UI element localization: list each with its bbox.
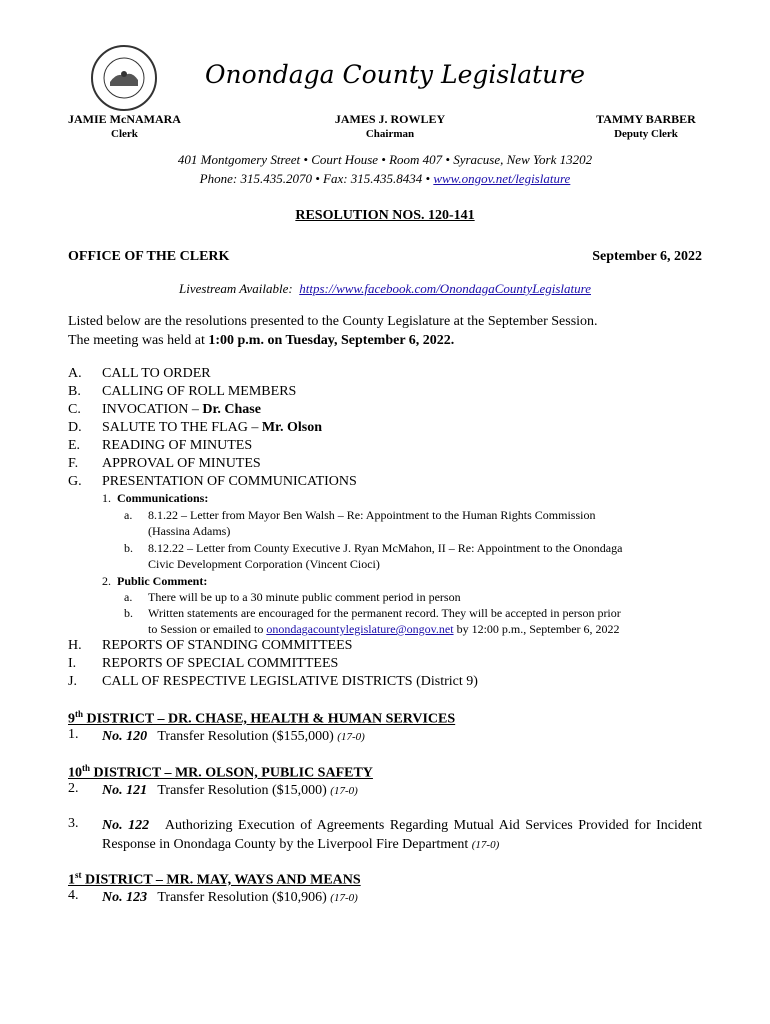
- contact-line: Phone: 315.435.2070 • Fax: 315.435.8434 • www.ongov.net/legislature: [199, 171, 571, 186]
- email-link[interactable]: onondagacountylegislature@ongov.net: [266, 622, 454, 636]
- officer-deputy-clerk: TAMMY BARBER Deputy Clerk: [596, 112, 696, 140]
- communications-heading: 1. Communications:: [102, 491, 209, 505]
- website-link[interactable]: www.ongov.net/legislature: [433, 171, 571, 186]
- org-title: Onondaga County Legislature: [204, 60, 586, 89]
- district-heading: 1st DISTRICT – MR. MAY, WAYS AND MEANS: [68, 870, 361, 888]
- communication-a-cont: (Hassina Adams): [148, 524, 231, 538]
- officer-chairman: JAMES J. ROWLEY Chairman: [334, 112, 446, 140]
- office-label: OFFICE OF THE CLERK: [68, 249, 230, 264]
- officer-clerk: JAMIE McNAMARA Clerk: [68, 112, 181, 140]
- intro-paragraph: Listed below are the resolutions presented to the County Legislature at the September Session. The meeting was held at 1:00 p.m. on Tuesday, September 6, 2022.: [68, 314, 598, 348]
- communication-b-cont: Civic Development Corporation (Vincent Cioci): [148, 557, 380, 571]
- public-comment-heading: 2. Public Comment:: [102, 574, 208, 588]
- district-heading: 9th DISTRICT – DR. CHASE, HEALTH & HUMAN SERVICES: [68, 709, 456, 727]
- livestream-link[interactable]: https://www.facebook.com/OnondagaCountyLegislature: [299, 281, 591, 296]
- livestream-line: Livestream Available: https://www.facebook.com/OnondagaCountyLegislature: [179, 281, 591, 296]
- county-seal-logo: [90, 44, 158, 112]
- address-line: 401 Montgomery Street • Court House • Room 407 • Syracuse, New York 13202: [177, 152, 593, 167]
- resolution-title: RESOLUTION NOS. 120-141: [295, 208, 475, 223]
- meeting-date: September 6, 2022: [592, 249, 702, 264]
- public-comment-b-cont: to Session or emailed to onondagacountylegislature@ongov.net by 12:00 p.m., September 6, 2022: [148, 622, 620, 636]
- district-heading: 10th DISTRICT – MR. OLSON, PUBLIC SAFETY: [68, 763, 373, 781]
